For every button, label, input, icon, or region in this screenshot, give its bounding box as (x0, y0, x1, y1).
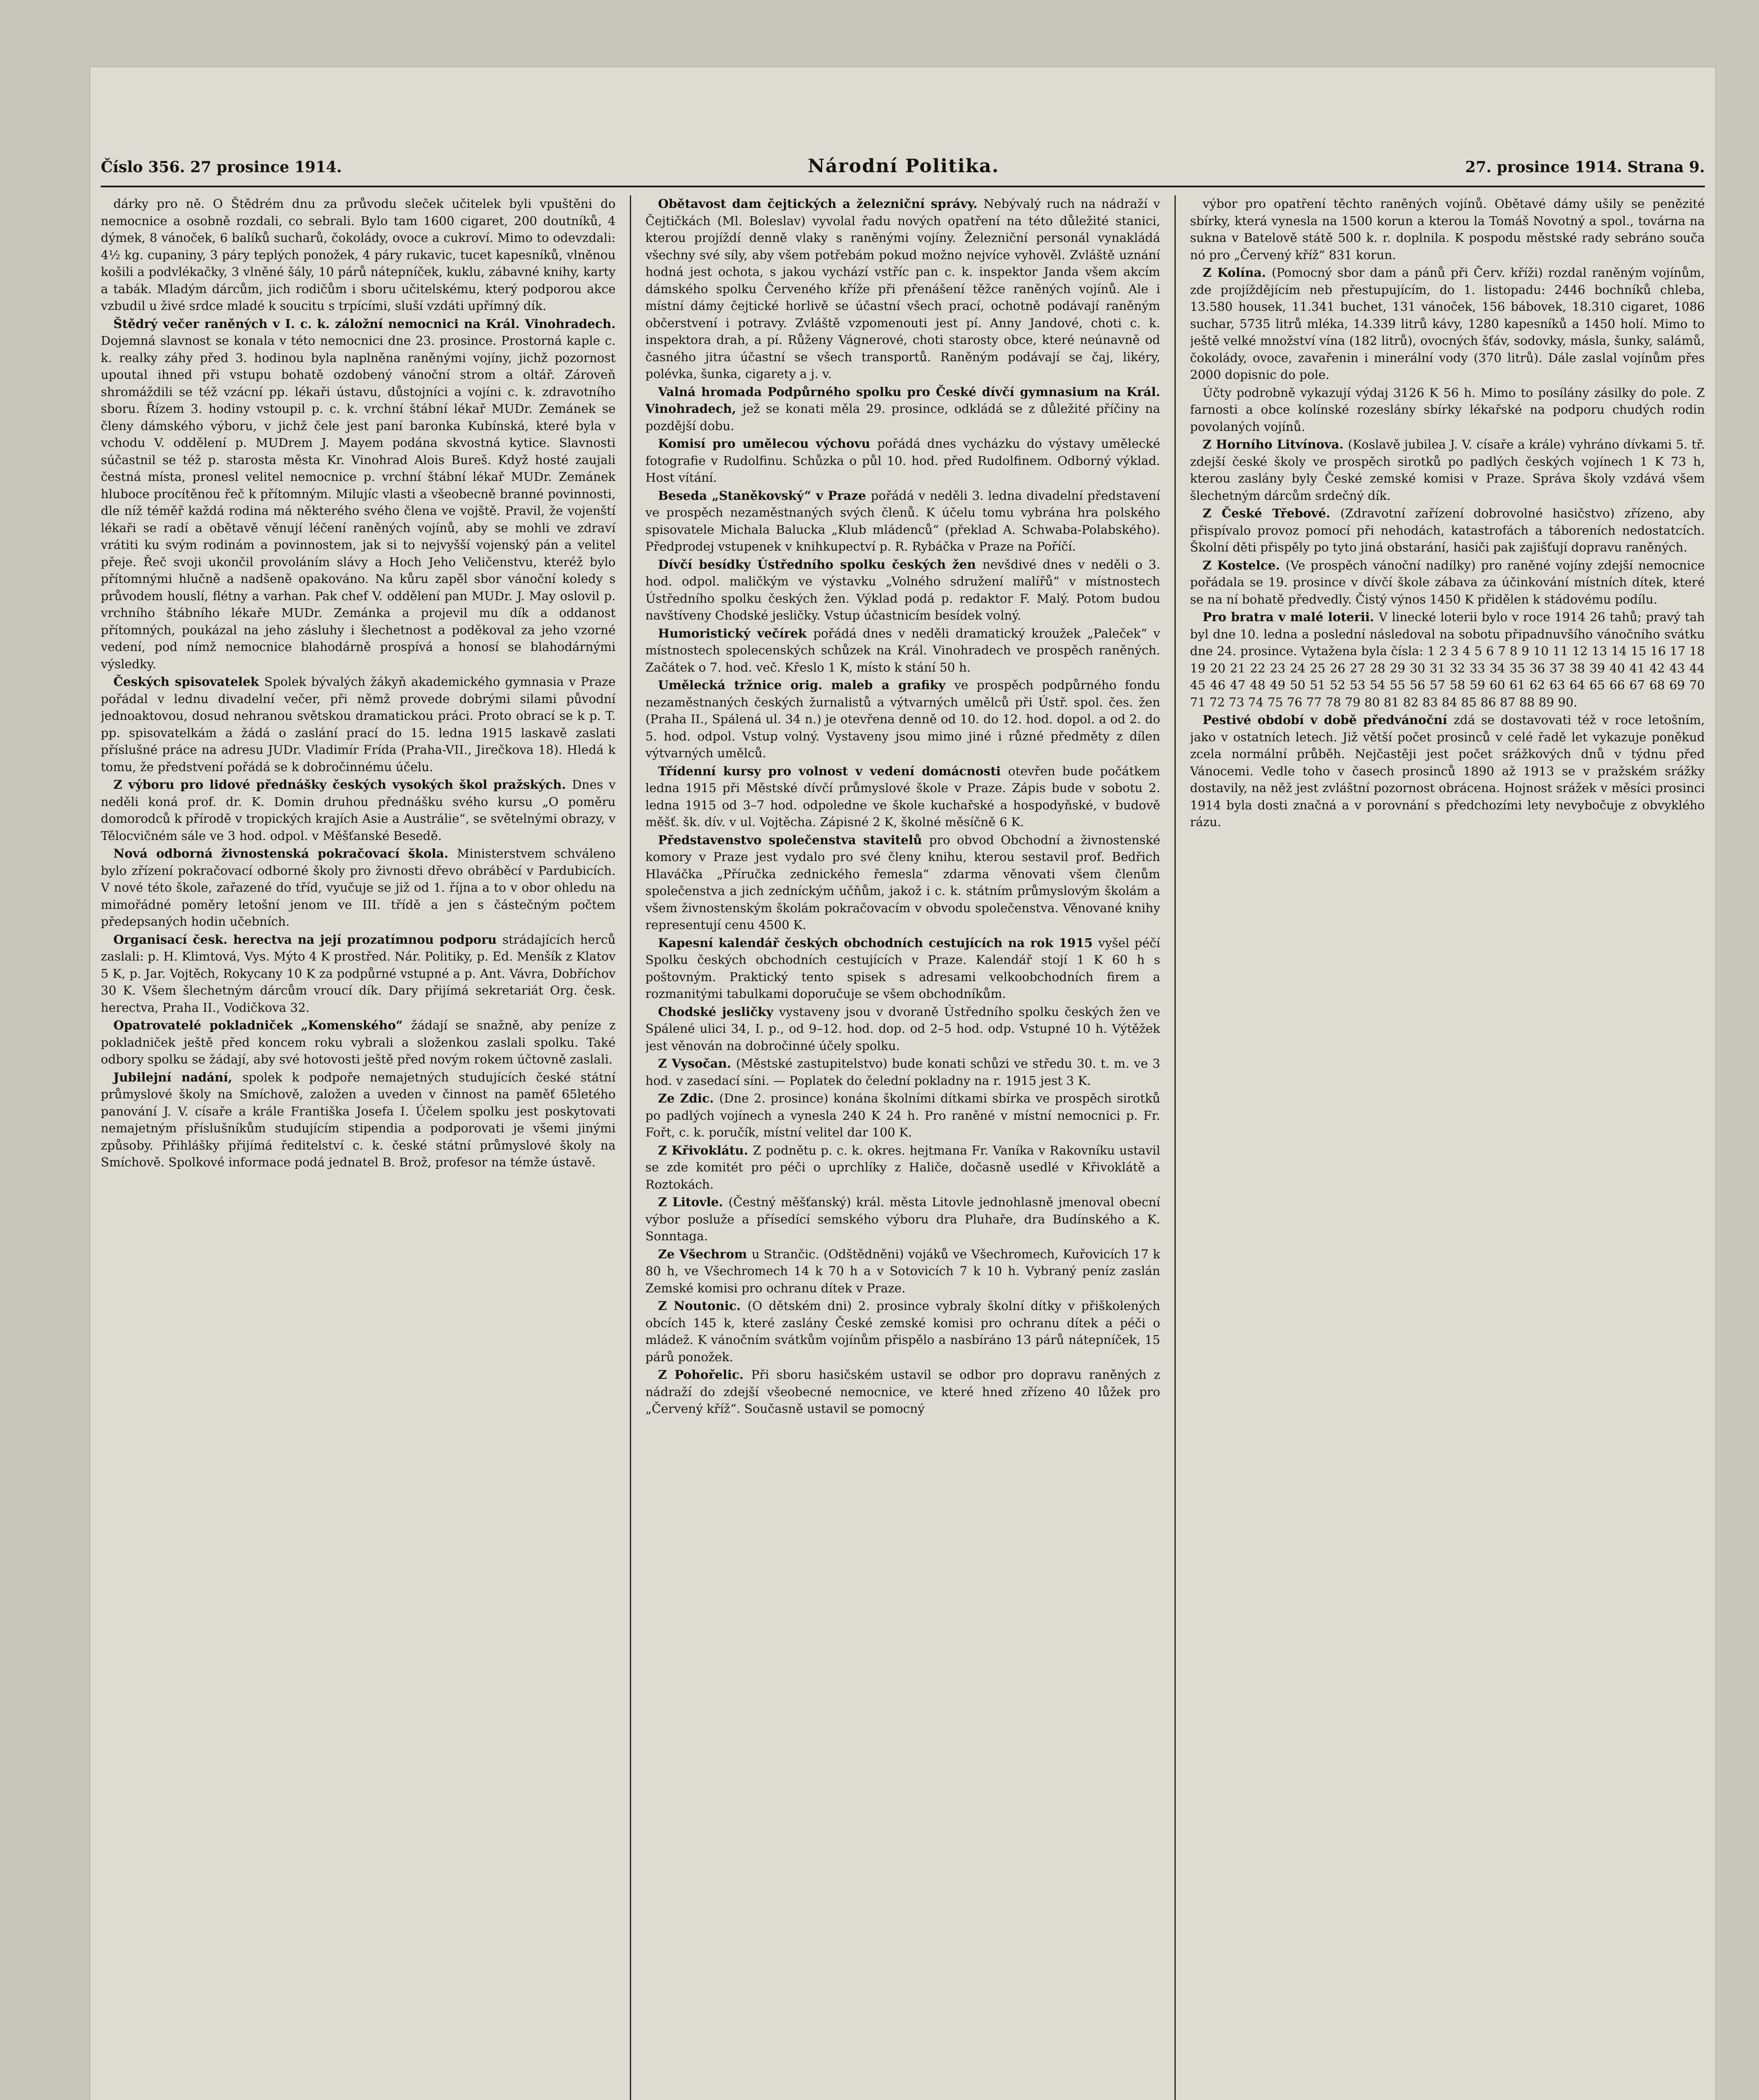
article-headline: Jubilejní nadání, (113, 1070, 243, 1084)
masthead-title: Národní Politika. (807, 155, 999, 177)
article-paragraph (645, 1246, 1160, 1297)
article-headline: Ze Zdic. (658, 1091, 719, 1105)
article-paragraph (645, 1297, 1160, 1365)
article-paragraph (1190, 195, 1705, 263)
article-headline: Humoristický večírek (658, 626, 813, 640)
article-headline: Valná hromada Podpůrného spolku pro České dívčí gymnasium na Král. Vinohradech, (645, 384, 1160, 416)
article-paragraph (1190, 609, 1705, 711)
article-headline: Představenstvo společenstva stavitelů (658, 832, 929, 847)
article-paragraph (1190, 557, 1705, 608)
article-headline: Z České Třebové. (1203, 506, 1340, 520)
article-headline: Umělecká tržnice orig. maleb a grafiky (658, 678, 954, 692)
column-1 (101, 195, 616, 2100)
column-3 (1190, 195, 1705, 2100)
article-text: žádají se snažně, aby peníze z pokladniček ještě před koncem roku vybrali a složenkou zaslali spolku. Také odbory spolku se žádají, aby své hotovosti ještě před novým rokem účtovně zaslali. (101, 1018, 616, 1066)
page-header (101, 155, 1705, 181)
article-text: Při sboru hasičském ustavil se odbor pro dopravu raněných z nádraží do zdejší všeobecné nemocnice, ve které hned zřízeno 40 lůžek pro „Červený kříž“. Současně ustavil se pomocný (645, 1368, 1160, 1416)
article-text: (Zdravotní zařízení dobrovolné hasičstvo) zřízeno, aby přispívalo provoz pomocí při nehodách, katastrofách a táboreních nedostatcích. Školní děti přispěly po tyto jiná obstarání, hasiči pak zajišťují dopravu raněných. (1190, 506, 1705, 554)
article-text: (Čestný měšťanský) král. města Litovle jednohlasně jmenoval obecní výbor posluže a přísedící semského výboru dra Pluhaře, dra Budínského a K. Sonntaga. (645, 1195, 1160, 1243)
article-text: u Strančic. (Odštědněni) vojáků ve Všechromech, Kuřovicích 17 k 80 h, ve Všechromech 14 k 70 h a v Sotovicích 7 k 10 h. Vybraný peníz zaslán Zemské komisi pro ochranu dítek v Praze. (645, 1247, 1160, 1295)
article-paragraph (645, 1003, 1160, 1055)
article-text: (Koslavě jubilea J. V. císaře a krále) vyhráno dívkami 5. tř. zdejší české školy ve prospěch sirotků po padlých českých vojínech 1 K 73 h, kterou zaslány byly České zemské komisi v Praze. Správa školy vzdává všem šlechetným dárcům srdečný dík. (1190, 437, 1705, 503)
article-headline: Opatrovatelé pokladniček „Komenského“ (113, 1018, 411, 1032)
article-paragraph (1190, 264, 1705, 383)
article-paragraph (645, 1142, 1160, 1193)
article-paragraph (645, 1194, 1160, 1245)
article-paragraph (645, 1366, 1160, 1418)
article-text: pro obvod Obchodní a živnostenské komory v Praze jest vydalo pro své členy knihu, kterou sestavil prof. Bedřich Hlaváčka „Příručka zednického řemesla“ zdarma věnovati všem členům společenstva a jich zedníckým učňům, jakož i c. k. státním průmyslovým školám a všem živnostenským školám pokračovacím v obvodu společenstva. Věnované knihy representují cenu 4500 K. (645, 832, 1160, 932)
article-headline: Obětavost dam čejtických a železniční správy. (658, 197, 984, 211)
article-text: V linecké loterii bylo v roce 1914 26 tahů; pravý tah byl dne 10. ledna a poslední následoval na sobotu připadnuvšího vánočního svátku dne 24. prosince. Vytažena byla čísla: 1 2 3 4 5 6 7 8 9 10 11 12 13 14 15 16 17 18 19 20 21 22 23 24 25 26 27 28 29 30 31 32 33 34 35 36 37 38 39 40 41 42 43 44 45 46 47 48 49 50 51 52 53 54 55 56 57 58 59 60 61 62 63 64 65 66 67 68 69 70 71 72 73 74 75 76 77 78 79 80 81 82 83 84 85 86 87 88 89 90. (1190, 610, 1705, 709)
article-paragraph (645, 383, 1160, 435)
article-text: pořádá dnes vycházku do výstavy umělecké fotografie v Rudolfinu. Schůzka o půl 10. hod. před Rudolfinem. Odborný výklad. Host vítání. (645, 436, 1160, 485)
article-text: vystaveny jsou v dvoraně Ústředního spolku českých žen ve Spálené ulici 34, I. p., od 9–12. hod. dop. od 2–5 hod. odp. Vstupné 10 h. Výtěžek jest věnován na dobročinné účely spolku. (645, 1004, 1160, 1053)
article-paragraph (1190, 711, 1705, 831)
article-paragraph (645, 487, 1160, 555)
article-text: Ministerstvem schváleno bylo zřízení pokračovací odborné školy pro živnosti dřevo obráběcí v Pardubicích. V nové této škole, zařazené do tříd, vyučuje se již od 1. října a to v obor ohledu na mimořádné poměry letošní jenom ve III. třídě a jen s částečným počtem předepsaných hodin učebních. (101, 846, 616, 929)
column-divider (630, 195, 631, 2100)
article-headline: Komisí pro umělecou výchovu (658, 436, 878, 451)
article-text: strádajících herců zaslali: p. H. Klimtová, Vys. Mýto 4 K prostřed. Nár. Politiky, p. Ed. Menšík z Klatov 5 K, p. Jar. Vojtěch, Rokycany 10 K za podpůrné vstupné a p. Ant. Vávra, Dobříchov 30 K. Všem šlechetným dárcům vroucí dík. Dary přijímá sekretariát Org. česk. herectva, Praha II., Vodičkova 32. (101, 932, 616, 1015)
article-text: (Ve prospěch vánoční nadílky) pro raněné vojíny zdejší nemocnice pořádala se 19. prosince v dívčí škole zábava za účinkování místních dítek, které se na ní bohatě předvedly. Čistý výnos 1450 K přidělen k stádovému podílu. (1190, 558, 1705, 606)
article-paragraph (101, 931, 616, 1016)
article-text: nevšdivé dnes v neděli o 3. hod. odpol. maličkým ve výstavku „Volného sdružení malířů“ v místnostech Ústředního spolku českých žen. Výklad podá p. redaktor F. Malý. Potom budou navštíveny Chodské jesličky. Vstup účastnicím besídek volný. (645, 557, 1160, 622)
article-paragraph (101, 776, 616, 844)
article-headline: Kapesní kalendář českých obchodních cestujících na rok 1915 (658, 935, 1098, 950)
article-paragraph (101, 195, 616, 315)
article-text: (O dětském dni) 2. prosince vybraly školní dítky v přiškolených obcích 145 k, které zaslány České zemské komisi pro ochranu dítek a péči o mládež. K vánočním svátkům vojínům přispělo a nasbíráno 13 párů nátepníček, 15 párů ponožek. (645, 1299, 1160, 1364)
article-paragraph (1190, 384, 1705, 436)
article-paragraph (645, 677, 1160, 762)
article-paragraph (645, 556, 1160, 624)
article-headline: Z Pohořelic. (658, 1368, 751, 1382)
article-paragraph (645, 195, 1160, 383)
article-text: Účty podrobně vykazují výdaj 3126 K 56 h. Mimo to posílány zásilky do pole. Z farnosti a obce kolínské rozeslány sbírky lékařské na podporu chudých rodin povolaných vojínů. (1190, 385, 1705, 434)
article-headline: Pestivé období v době předvánoční (1203, 713, 1454, 727)
article-text: Dnes v neděli koná prof. dr. K. Domin druhou přednášku svého kursu „O poměru domorodců k přírodě v tropických krajích Asie a Austrálie“, se světelnými obrazy, v Tělocvičném sále ve 3 hod. odpol. v Měšťanské Besedě. (101, 777, 616, 843)
issue-info: Číslo 356. 27 prosince 1914. (101, 158, 342, 176)
article-paragraph (645, 1055, 1160, 1089)
article-paragraph (101, 673, 616, 775)
columns (101, 195, 1705, 2100)
article-headline: Z výboru pro lidové přednášky českých vysokých škol pražských. (113, 777, 572, 792)
article-headline: Ze Všechrom (658, 1247, 752, 1261)
article-headline: Z Vysočan. (658, 1056, 736, 1071)
article-headline: Dívčí besídky Ústředního spolku českých žen (658, 557, 983, 572)
article-headline: Štědrý večer raněných v I. c. k. záložní nemocnici na Král. Vinohradech. (113, 316, 616, 331)
article-text: jež se konati měla 29. prosince, odkládá se z důležité příčiny na pozdější dobu. (645, 402, 1160, 433)
article-paragraph (645, 832, 1160, 934)
article-text: zdá se dostavovati též v roce letošním, jako v ostatních letech. Již větší počet prosinců v celé řadě let vykazuje poněkud zcela normální průběh. Nejčastěji jest počet srážkových dnů v týdnu před Vánocemi. Vedle toho v časech prosinců 1890 až 1913 se v pražském srážky dostavily, na něž jest zvláštní pozornost obrácena. Hojnost srážek v měsíci prosinci 1914 byla dosti značná a v porovnání s předchozími lety nevybočuje z obvyklého rázu. (1190, 713, 1705, 829)
article-text: Z podnětu p. c. k. okres. hejtmana Fr. Vaníka v Rakovníku ustavil se zde komitét pro péči o uprchlíky z Haliče, dočasně usedlé v Křivoklátě a Roztokách. (645, 1143, 1160, 1192)
article-paragraph (645, 763, 1160, 831)
article-headline: Nová odborná živnostenská pokračovací škola. (113, 846, 457, 861)
article-headline: Z Kostelce. (1203, 558, 1286, 572)
column-divider (1174, 195, 1176, 2100)
newspaper-page (90, 67, 1715, 2100)
article-text: spolek k podpoře nemajetných studujících české státní průmyslové školy na Smíchově, založen a uveden v činnost na paměť 65letého panování J. V. císaře a krále Františka Josefa I. Účelem spolku jest poskytovati nemajetným příslušníkům studujícím stipendia a podporovati je všemi jinými způsoby. Přihlášky přijímá ředitelství c. k. české státní průmyslové školy na Smíchově. Spolkové informace podá jednatel B. Brož, profesor na témže ústavě. (101, 1070, 616, 1169)
article-paragraph (101, 845, 616, 930)
article-paragraph (101, 1017, 616, 1068)
article-paragraph (645, 435, 1160, 486)
article-text: Spolek bývalých žákyň akademického gymnasia v Praze pořádal v lednu divadelní večer, při němž provede dobrými silami původní jednoaktovou, dosud nehranou světskou dramatickou práci. Proto obrací se k p. T. pp. spisovatelkám a žádá o zaslání prací do 15. ledna 1915 laskavě zaslati příslušné práce na adresu JUDr. Vladimír Frída (Praha-VII., Jirečkova 18). Hledá k tomu, že předstvení pořádá se k dobročinnému účelu. (101, 675, 616, 774)
column-2 (645, 195, 1160, 2100)
article-paragraph (101, 1069, 616, 1171)
article-headline: Třídenní kursy pro volnost v vedení domácnosti (658, 764, 1008, 778)
article-text: (Dne 2. prosince) konána školními dítkami sbírka ve prospěch sirotků po padlých vojínech a vynesla 240 K 24 h. Pro raněné v místní nemocnici p. Fr. Fořt, c. k. poručík, místní velitel dar 100 K. (645, 1091, 1160, 1139)
article-paragraph (1190, 505, 1705, 556)
article-headline: Českých spisovatelek (113, 675, 265, 689)
article-text: dárky pro ně. O Štědrém dnu za průvodu sleček učitelek byli vpuštěni do nemocnice a osobně rozdali, co sebrali. Bylo tam 1600 cigaret, 200 doutníků, 4 dýmek, 8 vánoček, 6 balíků sucharů, čokolády, ovoce a cukroví. Mimo to odevzdali: 4½ kg. cupaniny, 3 páry teplých ponožek, 4 páry rukavic, tucet kapesníků, vlněnou košili a podvlékačky, 3 vlněné šály, 10 párů nátepníček, kuklu, zábavné knihy, karty a tabák. Mladým dárcům, jich rodičům i sboru učitelskému, který podporou akce vzbudil u živé srdce mladé k soucitu s trpícími, sluší vzdáti upřímný dík. (101, 197, 616, 313)
article-headline: Chodské jesličky (658, 1004, 779, 1019)
article-headline: Pro bratra v malé loterii. (1203, 610, 1379, 624)
article-text: výbor pro opatření těchto raněných vojínů. Obětavé dámy ušily se penězité sbírky, která vynesla na 1500 korun a kterou la Tomáš Novotný a spol., továrna na sukna v Batelově státě 500 k. r. doplnila. K pospodu městské rady sebráno souča nó pro „Červený kříž“ 831 korun. (1190, 197, 1705, 262)
article-headline: Z Horního Litvínova. (1203, 437, 1348, 452)
article-headline: Z Kolína. (1203, 265, 1272, 280)
article-headline: Z Litovle. (658, 1195, 729, 1209)
article-headline: Z Noutonic. (658, 1299, 748, 1313)
article-text: (Městské zastupitelstvo) bude konati schůzi ve středu 30. t. m. ve 3 hod. v zasedací síni. — Poplatek do čelední pokladny na r. 1915 jest 3 K. (645, 1056, 1160, 1088)
article-text: vyšel péčí Spolku českých obchodních cestujících v Praze. Kalendář stojí 1 K 60 h s poštovným. Praktický tento spisek s adresami velkoobchodních firem a rozmanitými tabulkami doporučuje se všem obchodníkům. (645, 935, 1160, 1001)
article-headline: Beseda „Staněkovský“ v Praze (658, 488, 871, 503)
article-text: pořádá v neděli 3. ledna divadelní představení ve prospěch nezaměstnaných svých členů. K účelu tomu vybrána hra polského spisovatele Michala Balucka „Klub mládenců“ (překlad A. Schwaba-Polabského). Předprodej vstupenek v knihkupectví p. R. Rybáčka v Praze na Poříčí. (645, 488, 1160, 554)
article-text: Nebývalý ruch na nádraží v Čejtičkách (Ml. Boleslav) vyvolal řadu nových opatření na této důležité stanici, kterou projíždí denně vlaky s raněnými vojíny. Železniční personál vynakládá všechny své síly, aby všem potřebám pokud možno nejvíce vyhověl. Zvláště uznání hodná jest ochota, s jakou vychází vstříc pan c. k. inspektor Janda všem akcím dámského spolku Červeného kříže při přenášení těžce raněných vojínů. Ale i místní dámy čejtické horlivě se účastní všech prací, ochotně podávají raněným občerstvení i potravy. Zvláště vzpomenouti jest pí. Anny Jandové, choti c. k. inspektora drah, a pí. Růženy Vágnerové, choti starosty obce, které neúnavně od časného jitra účastní se všech transportů. Raněným podávají se čaj, likéry, polévka, šunka, cigarety a j. v. (645, 197, 1160, 381)
article-paragraph (101, 315, 616, 673)
article-text: pořádá dnes v neděli dramatický kroužek „Paleček“ v místnostech spolecenských schůzek na Král. Vinohradech ve prospěch raněných. Začátek o 7. hod. več. Křeslo 1 K, místo k stání 50 h. (645, 626, 1160, 675)
article-text: Dojemná slavnost se konala v této nemocnici dne 23. prosince. Prostorná kaple c. k. realky záhy před 3. hodinou byla naplněna raněnými vojíny, jichž pozornost upoutal ihned při vstupu bohatě ozdobený vánoční strom a oltář. Zároveň shromáždili se též vzácní pp. lékaři ústavu, důstojníci a vojíni c. k. zdravotního sboru. Řízem 3. hodiny vstoupil p. c. k. vrchní štábní lékař MUDr. Zemánek se členy dámského výboru, v jichž čele jest paní baronka Kubínská, které byla v vchodu V. oddělení p. MUDrem J. Mayem podána skvostná kytice. Slavnosti súčastnil se též p. starosta města Kr. Vinohrad Alois Bureš. Když hosté zaujali čestná místa, pronesl velitel nemocnice p. vrchní štábní lékař MUDr. Zemánek hluboce procítěnou řeč k přítomným. Milujíc vlasti a všeobecně branné povinnosti, dle níž téměř každá rodina má některého svého člena ve vojště. Pravil, že vojenští lékaři se radí a obětavě věnují léčení raněných vojínů, aby se mohli ve zdraví vrátiti ku svým rodinám a povinnostem, jak si to nejvyšší vojenský pán a velitel přeje. Řeč svoji ukončil provoláním slávy a Hoch Jeho Veličenstvu, kteréž bylo přítomnými hlučně a nadšeně opakováno. Na kůru zapěl sbor vánoční koledy s průvodem houslí, flétny a varhan. Pak chef V. oddělení pan MUDr. J. May oslovil p. vrchního štábního lékaře MUDr. Zemánka a projevil mu dík a oddanost přítomných, poukázal na jeho zásluhy i šlechetnost a poděkoval za jeho vzorné vedení, pod nímž nemocnice blahodárně prospívá a honosí se blahodárnými výsledky. (101, 333, 616, 671)
article-paragraph (645, 934, 1160, 1003)
article-headline: Z Křivoklátu. (658, 1143, 753, 1158)
header-rule (101, 186, 1705, 187)
article-text: ve prospěch podpůrného fondu nezaměstnaných českých žurnalistů a výtvarných umělců při Ústř. spol. čes. žen (Praha II., Spálená ul. 34 n.) je otevřena denně od 10. do 12. hod. dopol. a od 2. do 5. hod. odpol. Vstup volný. Vystaveny jsou mimo jiné i různé předměty z dílen výtvarných umělců. (645, 678, 1160, 760)
article-paragraph (645, 625, 1160, 676)
page-info: 27. prosince 1914. Strana 9. (1465, 158, 1705, 176)
article-headline: Organisací česk. herectva na její prozatímnou podporu (113, 932, 503, 947)
article-paragraph (645, 1090, 1160, 1141)
article-text: otevřen bude počátkem ledna 1915 při Městské dívčí průmyslové škole v Praze. Zápis bude v sobotu 2. ledna 1915 od 3–7 hod. odpoledne ve škole kuchařské a hospodyňské, v budově měšť. šk. dív. v ul. Vojtěcha. Zápisné 2 K, školné měsíčně 6 K. (645, 764, 1160, 829)
article-paragraph (1190, 436, 1705, 504)
article-text: (Pomocný sbor dam a pánů při Červ. kříži) rozdal raněným vojínům, zde projíždějícím neb přestupujícím, do 1. listopadu: 2446 bochníků chleba, 13.580 housek, 11.341 buchet, 131 vánoček, 156 bábovek, 18.310 cigaret, 1086 suchar, 5735 litrů mléka, 14.339 litrů kávy, 1280 kapesníků a 1450 holí. Mimo to ještě velké množství vína (182 litrů), ovocných šťáv, sodovky, másla, šunky, salámů, čokolády, ovoce, zavařenin i minerální vody (370 litrů). Dále zaslal vojínům přes 2000 dopisnic do pole. (1190, 265, 1705, 382)
